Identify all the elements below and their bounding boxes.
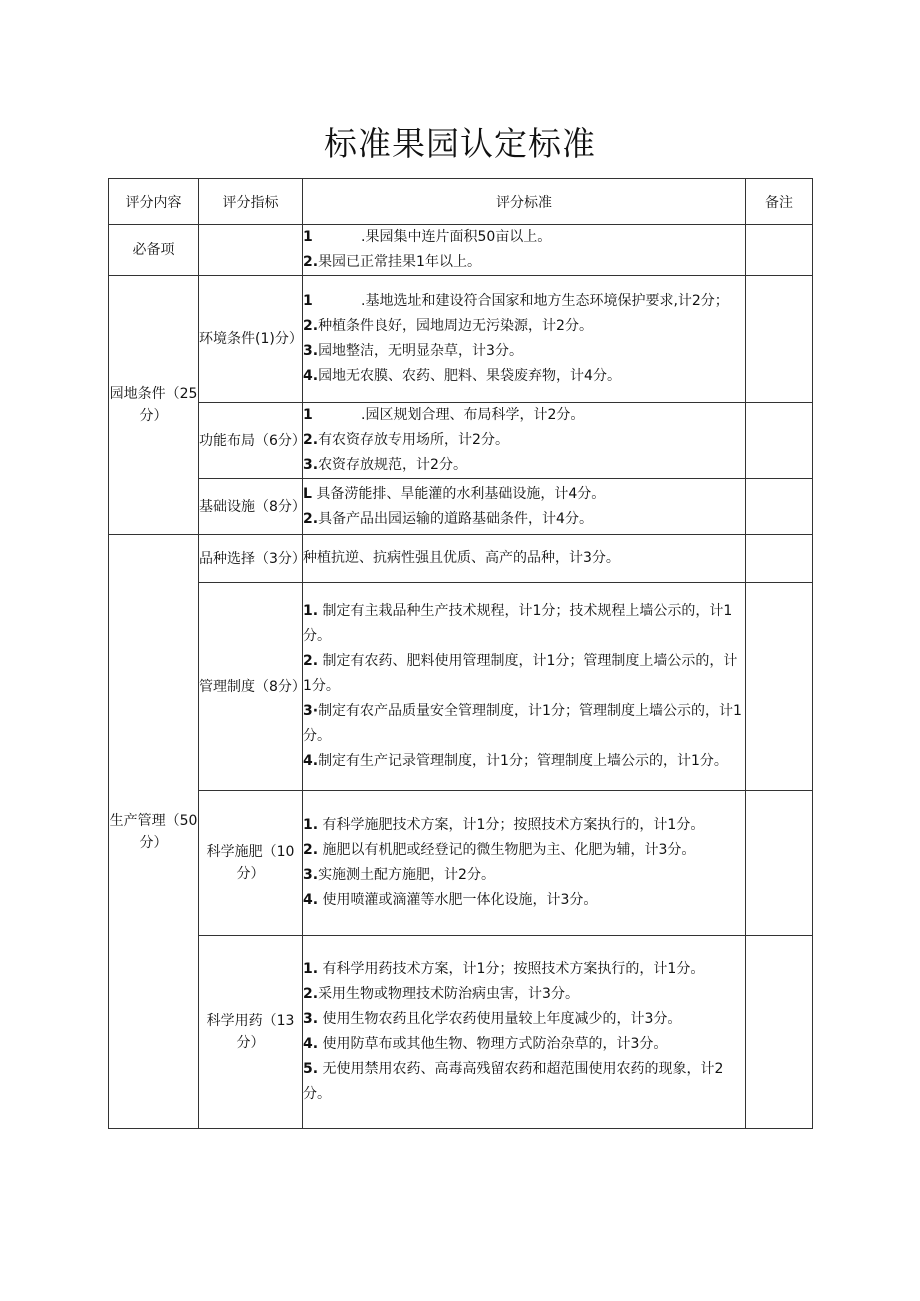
indicator-cell [199,225,303,276]
criteria-number: L [303,485,312,502]
table-row [109,403,813,479]
header-category: 评分内容 [109,179,199,225]
notes-cell [746,479,813,535]
criteria-text: 具备产品出园运输的道路基础条件，计4分。 [318,510,593,527]
indicator-cell: 品种选择（3分） [199,535,303,583]
criteria-item [303,1057,745,1107]
table-row [109,276,813,403]
criteria-item [303,428,745,453]
indicator-cell: 环境条件(1)分） [199,276,303,403]
criteria-text: 制定有主栽品种生产技术规程，计1分；技术规程上墙公示的，计1分。 [303,603,733,644]
criteria-number: 1. [303,961,319,977]
header-indicator: 评分指标 [199,179,303,225]
notes-cell [746,535,813,583]
criteria-text: 农资存放规范，计2分。 [318,457,467,473]
criteria-item [303,1032,745,1057]
criteria-item [303,289,745,314]
table-row [109,936,813,1129]
category-cell: 生产管理（50分） [109,535,199,1129]
criteria-cell [303,479,746,535]
criteria-number: 1 [303,407,313,423]
header-notes: 备注 [746,179,813,225]
criteria-item [303,863,745,888]
criteria-text: 种植条件良好，园地周边无污染源，计2分。 [318,318,593,334]
table-header-row [109,179,813,225]
criteria-text: 果园已正常挂果1年以上。 [318,254,481,270]
criteria-cell [303,403,746,479]
criteria-item [303,982,745,1007]
criteria-number: 2. [303,842,319,858]
header-criteria: 评分标准 [303,179,746,225]
criteria-text: 制定有农药、肥料使用管理制度，计1分；管理制度上墙公示的，计1分。 [303,653,738,694]
criteria-number: 3. [303,1011,319,1027]
criteria-number: 1. [303,817,319,833]
criteria-number: 3· [303,703,319,719]
indicator-cell: 管理制度（8分） [199,583,303,791]
criteria-item [303,838,745,863]
criteria-text: 施肥以有机肥或经登记的微生物肥为主、化肥为辅，计3分。 [322,842,696,858]
criteria-cell [303,535,746,583]
scoring-table [108,178,813,1129]
criteria-cell [303,791,746,936]
criteria-item [303,453,745,478]
criteria-item [303,339,745,364]
criteria-number: 2. [303,986,319,1002]
criteria-item [303,225,745,250]
criteria-number: 2. [303,653,319,669]
criteria-item [303,699,745,749]
criteria-text: .基地选址和建设符合国家和地方生态环境保护要求,计2分； [361,293,729,309]
notes-cell [746,403,813,479]
criteria-text: .果园集中连片面积50亩以上。 [361,229,552,245]
table-row [109,535,813,583]
criteria-text: 有科学施肥技术方案，计1分；按照技术方案执行的，计1分。 [322,817,705,833]
criteria-number: 3. [303,343,319,359]
criteria-number: 2. [303,318,319,334]
criteria-item [303,403,745,428]
notes-cell [746,276,813,403]
table-row [109,791,813,936]
table-row [109,479,813,535]
criteria-number: 2. [303,254,319,270]
criteria-text: 制定有农产品质量安全管理制度，计1分；管理制度上墙公示的，计1分。 [303,703,742,744]
indicator-cell: 基础设施（8分） [199,479,303,535]
criteria-number: 4. [303,368,319,384]
criteria-item [303,250,745,275]
criteria-cell [303,225,746,276]
indicator-cell: 科学施肥（10分） [199,791,303,936]
criteria-item [303,813,745,838]
criteria-item [303,482,745,507]
criteria-text: 无使用禁用农药、高毒高残留农药和超范围使用农药的现象，计2分。 [303,1061,724,1102]
criteria-text: 使用防草布或其他生物、物理方式防治杂草的，计3分。 [322,1036,668,1052]
criteria-cell [303,583,746,791]
criteria-item [303,1007,745,1032]
criteria-number: 1. [303,603,319,619]
notes-cell [746,791,813,936]
criteria-cell [303,276,746,403]
criteria-number: 2. [303,432,319,448]
criteria-item [303,749,745,774]
criteria-number: 2. [303,510,319,527]
criteria-item [303,888,745,913]
criteria-text: 使用喷灌或滴灌等水肥一体化设施，计3分。 [322,892,598,908]
criteria-text: 制定有生产记录管理制度，计1分；管理制度上墙公示的，计1分。 [318,753,728,769]
criteria-number: 5. [303,1061,319,1077]
criteria-number: 4. [303,892,319,908]
indicator-cell: 功能布局（6分） [199,403,303,479]
criteria-item [303,314,745,339]
criteria-number: 4. [303,753,319,769]
table-row [109,583,813,791]
table-row [109,225,813,276]
criteria-text: .园区规划合理、布局科学，计2分。 [361,407,585,423]
criteria-number: 1 [303,229,313,245]
criteria-item [303,364,745,389]
criteria-number: 1 [303,293,313,309]
indicator-cell: 科学用药（13分） [199,936,303,1129]
category-cell: 园地条件（25分） [109,276,199,535]
criteria-item [303,649,745,699]
page-title: 标准果园认定标准 [324,124,596,163]
notes-cell [746,225,813,276]
criteria-text: 具备涝能排、旱能灌的水利基础设施，计4分。 [316,485,606,502]
criteria-text: 园地无农膜、农药、肥料、果袋废弃物，计4分。 [318,368,621,384]
criteria-item [303,957,745,982]
criteria-item [303,546,745,571]
criteria-text: 采用生物或物理技术防治病虫害，计3分。 [318,986,579,1002]
criteria-text: 园地整洁，无明显杂草，计3分。 [318,343,523,359]
criteria-item [303,507,745,532]
criteria-item [303,599,745,649]
criteria-number: 3. [303,457,319,473]
criteria-text: 种植抗逆、抗病性强且优质、高产的品种，计3分。 [303,550,620,566]
criteria-number: 4. [303,1036,319,1052]
criteria-text: 使用生物农药且化学农药使用量较上年度减少的，计3分。 [322,1011,682,1027]
criteria-text: 实施测土配方施肥，计2分。 [318,867,495,883]
criteria-number: 3. [303,867,319,883]
criteria-text: 有科学用药技术方案，计1分；按照技术方案执行的，计1分。 [322,961,705,977]
category-cell: 必备项 [109,225,199,276]
criteria-cell [303,936,746,1129]
notes-cell [746,936,813,1129]
notes-cell [746,583,813,791]
criteria-text: 有农资存放专用场所，计2分。 [318,432,509,448]
